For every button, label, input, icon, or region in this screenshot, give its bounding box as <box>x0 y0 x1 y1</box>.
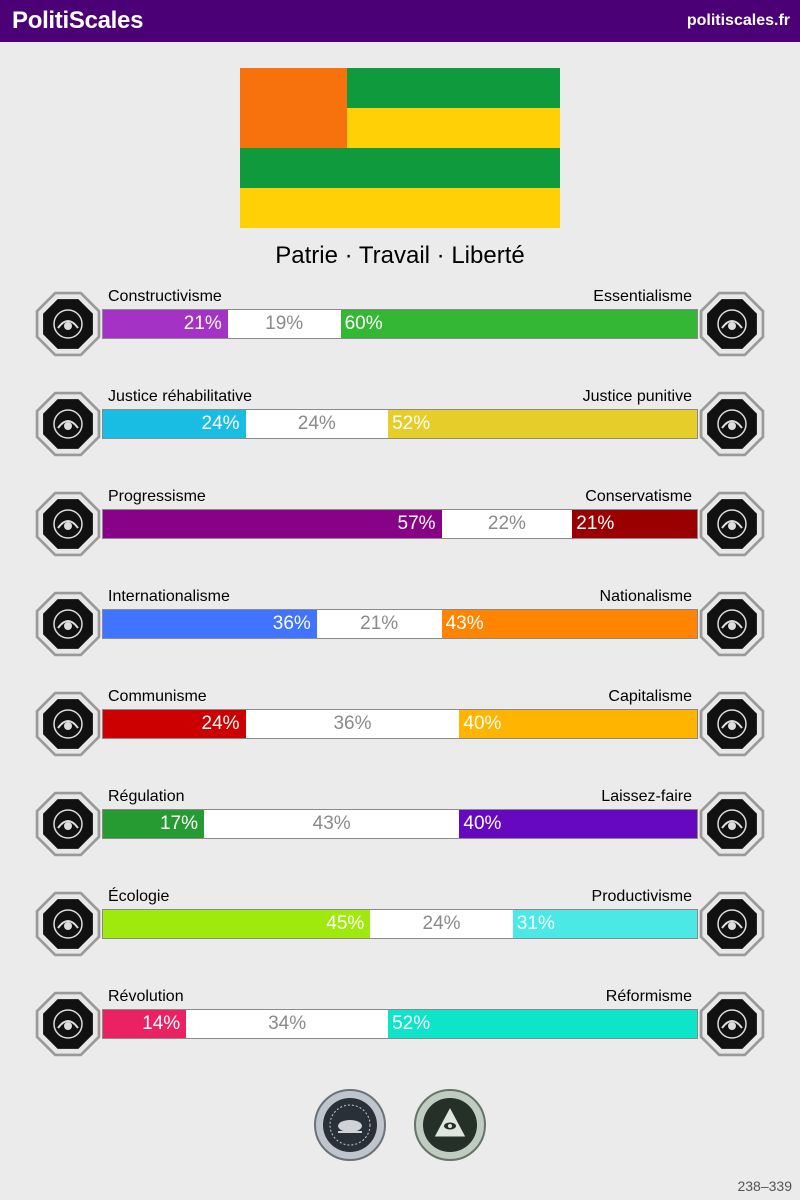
axis-right-value: 31% <box>513 910 697 938</box>
axis-bar <box>102 809 698 839</box>
axis-right-label: Justice punitive <box>582 388 692 405</box>
fountain-pen-icon <box>696 488 768 560</box>
illuminati-seal-icon[interactable] <box>413 1088 487 1162</box>
axis-neutral-value: 43% <box>312 813 351 834</box>
top-header <box>0 0 800 42</box>
axis-left-label: Régulation <box>108 788 185 805</box>
axis-bar <box>102 1009 698 1039</box>
ruler-icon <box>32 788 104 860</box>
butterfly-icon <box>696 788 768 860</box>
sprout-icon <box>32 888 104 960</box>
axis-right-label: Essentialisme <box>593 288 692 305</box>
axis-row <box>0 688 800 768</box>
handshake-icon <box>32 388 104 460</box>
axis-bar <box>102 309 698 339</box>
raised-fist-icon <box>32 988 104 1060</box>
axis-right-value: 40% <box>459 710 697 738</box>
axis-row <box>0 288 800 368</box>
rocket-icon <box>32 488 104 560</box>
axis-left-value: 45% <box>103 910 370 938</box>
axis-neutral-value: 34% <box>268 1013 307 1034</box>
axis-left-label: Progressisme <box>108 488 206 505</box>
axis-right-label: Capitalisme <box>608 688 692 705</box>
axis-right-value: 52% <box>388 410 697 438</box>
eye-gears-icon <box>32 288 104 360</box>
axis-right-value: 52% <box>388 1010 697 1038</box>
axis-neutral-value: 24% <box>297 413 336 434</box>
gear-icon <box>696 888 768 960</box>
money-bag-icon <box>696 688 768 760</box>
fraternity-seal-icon[interactable] <box>313 1088 387 1162</box>
axis-neutral-value: 21% <box>360 613 399 634</box>
site-link[interactable]: politiscales.fr <box>686 12 790 29</box>
axis-neutral-value: 36% <box>333 713 372 734</box>
axis-left-value: 24% <box>103 710 246 738</box>
prison-bars-icon <box>696 388 768 460</box>
axis-left-label: Internationalisme <box>108 588 230 605</box>
axis-right-value: 43% <box>442 610 697 638</box>
axis-right-label: Conservatisme <box>585 488 692 505</box>
axis-right-label: Productivisme <box>591 888 692 905</box>
axis-bar <box>102 409 698 439</box>
axis-left-value: 36% <box>103 610 317 638</box>
flag-icon <box>696 588 768 660</box>
axis-right-value: 40% <box>459 810 697 838</box>
flag-stripe-4 <box>240 188 560 228</box>
axis-left-label: Révolution <box>108 988 184 1005</box>
axis-bar <box>102 509 698 539</box>
flower-icon <box>696 288 768 360</box>
axis-row <box>0 788 800 868</box>
axis-neutral-value: 24% <box>422 913 461 934</box>
axis-bar <box>102 909 698 939</box>
axis-left-value: 57% <box>103 510 442 538</box>
app-logo[interactable]: PolitiScales <box>12 7 144 34</box>
parliament-icon <box>696 988 768 1060</box>
axis-right-value: 21% <box>572 510 697 538</box>
axis-left-label: Justice réhabilitative <box>108 388 253 405</box>
result-flag <box>240 68 560 228</box>
slogan: Patrie · Travail · Liberté <box>275 242 525 269</box>
globe-icon <box>32 588 104 660</box>
axis-row <box>0 388 800 468</box>
axis-row <box>0 488 800 568</box>
axis-neutral-value: 19% <box>265 313 304 334</box>
axis-right-value: 60% <box>341 310 697 338</box>
axis-row <box>0 988 800 1068</box>
axis-neutral-value: 22% <box>487 513 526 534</box>
axis-right-label: Réformisme <box>605 988 692 1005</box>
axis-bar <box>102 609 698 639</box>
axis-left-label: Communisme <box>108 688 207 705</box>
flag-canton <box>240 68 347 148</box>
axis-right-label: Laissez-faire <box>601 788 692 805</box>
axis-left-value: 17% <box>103 810 204 838</box>
axis-row <box>0 888 800 968</box>
hammer-sickle-icon <box>32 688 104 760</box>
page-range: 238–339 <box>737 1178 792 1194</box>
badges <box>0 1088 800 1162</box>
axis-left-label: Écologie <box>108 888 170 905</box>
axis-left-label: Constructivisme <box>108 288 222 305</box>
axis-left-value: 21% <box>103 310 228 338</box>
axis-left-value: 14% <box>103 1010 186 1038</box>
axis-left-value: 24% <box>103 410 246 438</box>
axis-row <box>0 588 800 668</box>
flag-stripe-3 <box>240 148 560 188</box>
axis-bar <box>102 709 698 739</box>
axis-right-label: Nationalisme <box>599 588 692 605</box>
